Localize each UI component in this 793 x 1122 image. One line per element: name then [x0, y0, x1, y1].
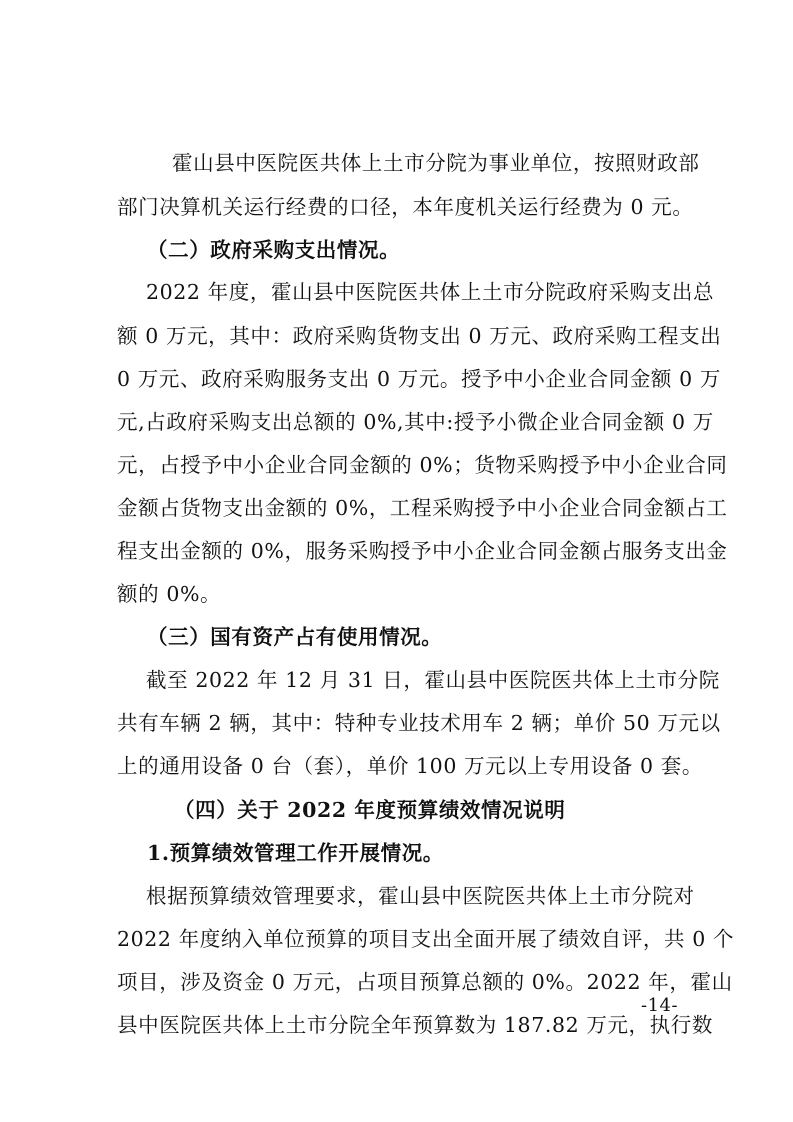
paragraph-line: 0 万元、政府采购服务支出 0 万元。授予中小企业合同金额 0 万 — [117, 367, 722, 391]
paragraph-line: 2022 年度，霍山县中医院医共体上土市分院政府采购支出总 — [146, 280, 715, 304]
section-heading: （四）关于 2022 年度预算绩效情况说明 — [174, 798, 566, 822]
page-number: -14- — [641, 995, 679, 1016]
paragraph-line: 截至 2022 年 12 月 31 日，霍山县中医院医共体上土市分院 — [146, 668, 720, 692]
section-heading: （三）国有资产占有使用情况。 — [147, 625, 443, 649]
subsection-heading: 1.预算绩效管理工作开展情况。 — [147, 841, 444, 865]
paragraph-line: 县中医院医共体上土市分院全年预算数为 187.82 万元，执行数 — [117, 1013, 713, 1037]
section-heading: （二）政府采购支出情况。 — [147, 238, 401, 262]
paragraph-line: 项目，涉及资金 0 万元，占项目预算总额的 0%。2022 年，霍山 — [117, 970, 733, 994]
paragraph-line: 金额占货物支出金额的 0%，工程采购授予中小企业合同金额占工 — [117, 496, 728, 520]
paragraph-line: 元,占政府采购支出总额的 0%,其中:授予小微企业合同金额 0 万 — [117, 410, 714, 434]
paragraph-line: 2022 年度纳入单位预算的项目支出全面开展了绩效自评，共 0 个 — [117, 927, 735, 951]
paragraph-line: 部门决算机关运行经费的口径，本年度机关运行经费为 0 元。 — [117, 195, 694, 219]
paragraph-line: 共有车辆 2 辆，其中：特种专业技术用车 2 辆；单价 50 万元以 — [117, 711, 721, 735]
paragraph-line: 额 0 万元，其中：政府采购货物支出 0 万元、政府采购工程支出 — [117, 324, 722, 348]
paragraph-line: 霍山县中医院医共体上土市分院为事业单位，按照财政部 — [172, 151, 700, 175]
paragraph-line: 上的通用设备 0 台（套），单价 100 万元以上专用设备 0 套。 — [117, 754, 703, 778]
paragraph-line: 元，占授予中小企业合同金额的 0%；货物采购授予中小企业合同 — [117, 453, 728, 477]
paragraph-line: 额的 0%。 — [117, 582, 222, 606]
paragraph-line: 程支出金额的 0%，服务采购授予中小企业合同金额占服务支出金 — [117, 539, 728, 563]
paragraph-line: 根据预算绩效管理要求，霍山县中医院医共体上土市分院对 — [146, 884, 695, 908]
